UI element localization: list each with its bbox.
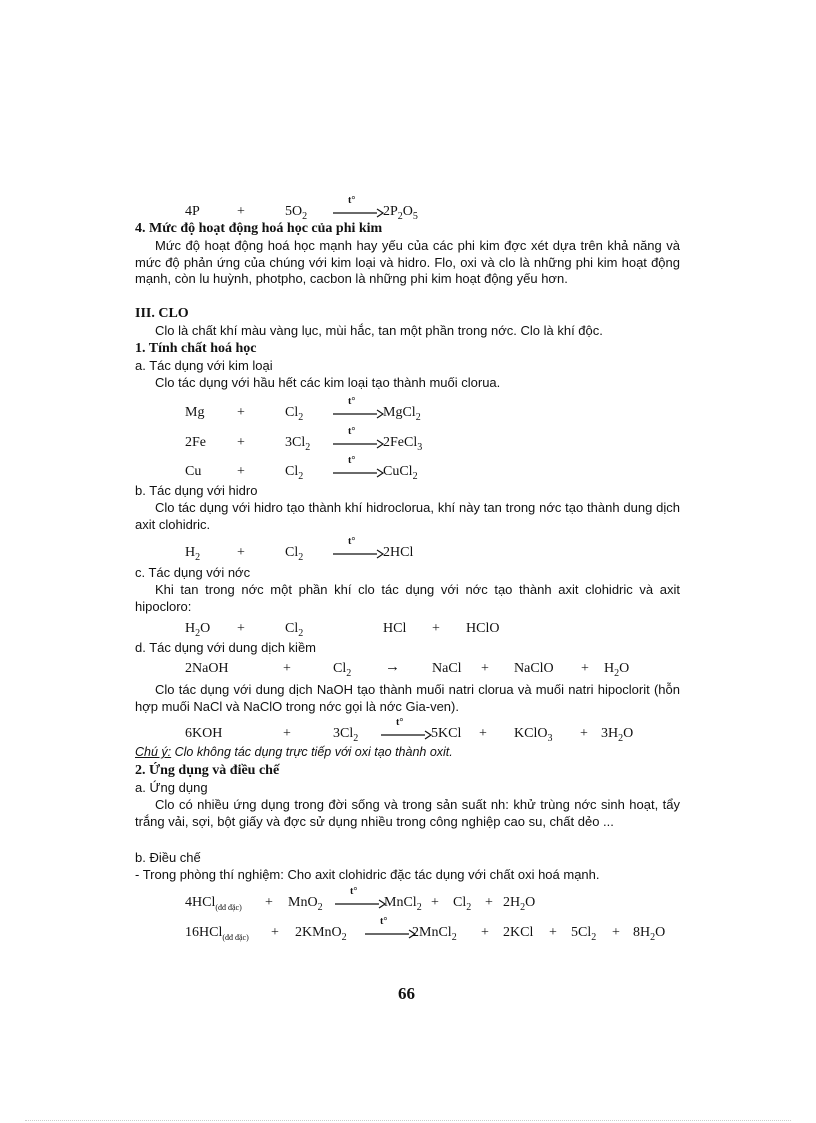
equation-h2o: $H_2O$ + $Cl_2$ HCl + HClO [185, 621, 500, 639]
reaction-arrow-icon: t° [333, 543, 381, 557]
water-paragraph: Khi tan trong nớc một phần khí clo tác dụng với nớc tạo thành axit clohidric và axit hipocloro: [135, 582, 680, 614]
subheading-metal: a. Tác dụng với kim loại [135, 358, 273, 373]
page-number: 66 [398, 984, 415, 1003]
section-heading-applications: 2. Ứng dụng và điều chế [135, 763, 280, 778]
applications-paragraph: Clo có nhiều ứng dụng trong đời sống và trong sản suất nh: khử trùng nớc sinh hoạt, tẩy trắng vải, sợi, bột giấy và đợc sử dụng nhiều trong công nghiệp cao su, chất dẻo ... [135, 797, 680, 829]
subheading-water: c. Tác dụng với nớc [135, 565, 251, 580]
preparation-paragraph: - Trong phòng thí nghiệm: Cho axit clohidric đặc tác dụng với chất oxi hoá mạnh. [135, 867, 600, 882]
equation-naoh: 2NaOH + $Cl_2$ → NaCl + NaClO + $H_2O$ [185, 659, 630, 679]
reaction-arrow-icon: t° [335, 893, 383, 907]
plus-sign: + [237, 204, 245, 219]
note-label: Chú ý: [135, 745, 172, 759]
equation-cu: Cu + $Cl_2$ t° CuCl$_2$ [185, 455, 418, 482]
page-bottom-divider [25, 1120, 791, 1121]
section-4-paragraph: Mức độ hoạt động hoá học mạnh hay yếu của các phi kim đợc xét dựa trên khả năng và mức độ phản ứng của chúng với kim loại và hidro. Flo, oxi và clo là những phi kim hoạt động mạnh, còn lu huỳnh, photpho, cacbon là những phi kim hoạt động yếu hơn. [135, 238, 680, 286]
equation-h2: $H_2$ + $Cl_2$ t° 2HCl [185, 536, 414, 563]
alkali-paragraph: Clo tác dụng với dung dịch NaOH tạo thành muối natri clorua và muối natri hipoclorit (hỗn hợp muối NaCl và NaClO trong nớc gọi là nớc Gia-ven). [135, 682, 680, 714]
note-text: Clo không tác dụng trực tiếp với oxi tạo thành oxit. [171, 745, 453, 759]
product: $2P_2O_5$ [383, 204, 418, 222]
reaction-arrow-icon: t° [381, 724, 429, 738]
reactant-1: 4P [185, 204, 200, 219]
subheading-hydro: b. Tác dụng với hidro [135, 483, 258, 498]
equation-fe: 2Fe + $3Cl_2$ t° 2FeCl$_3$ [185, 426, 423, 453]
reaction-arrow-icon: t° [365, 923, 413, 937]
reaction-arrow-icon: t° [333, 403, 381, 417]
arrow-icon: → [385, 659, 400, 675]
clo-intro-paragraph: Clo là chất khí màu vàng lục, mùi hắc, tan một phần trong nớc. Clo là khí độc. [155, 323, 603, 338]
section-heading-clo: III. CLO [135, 306, 189, 321]
note-line [135, 745, 453, 759]
reactant-2: $5O_2$ [285, 204, 308, 222]
subheading-preparation: b. Điều chế [135, 850, 201, 865]
section-heading-4: 4. Mức độ hoạt động hoá học của phi kim [135, 221, 383, 236]
reaction-arrow-icon: t° [333, 202, 381, 216]
reaction-arrow-icon: t° [333, 433, 381, 447]
section-heading-properties: 1. Tính chất hoá học [135, 341, 257, 356]
subheading-alkali: d. Tác dụng với dung dịch kiềm [135, 640, 316, 655]
equation-koh: 6KOH + $3Cl_2$ t° 5KCl + KClO$_3$ + $3H_2O$ [185, 717, 634, 744]
equation-mg: Mg + $Cl_2$ t° MgCl$_2$ [185, 396, 421, 423]
metal-paragraph: Clo tác dụng với hầu hết các kim loại tạo thành muối clorua. [155, 375, 501, 390]
hydro-paragraph: Clo tác dụng với hidro tạo thành khí hidroclorua, khí này tan trong nớc tạo thành dung dịch axit clohidric. [135, 500, 680, 532]
equation-kmno4: 16HCl$_{(đđ đặc)}$ + 2KMnO$_2$ t° 2MnCl$_2$ + 2KCl + $5Cl_2$ + $8H_2O$ [185, 916, 666, 943]
subheading-applications: a. Ứng dụng [135, 780, 208, 795]
reaction-arrow-icon: t° [333, 462, 381, 476]
equation-mno2: 4HCl$_{(đđ đặc)}$ + MnO$_2$ t° MnCl$_2$ + $Cl_2$ + $2H_2O$ [185, 886, 536, 913]
